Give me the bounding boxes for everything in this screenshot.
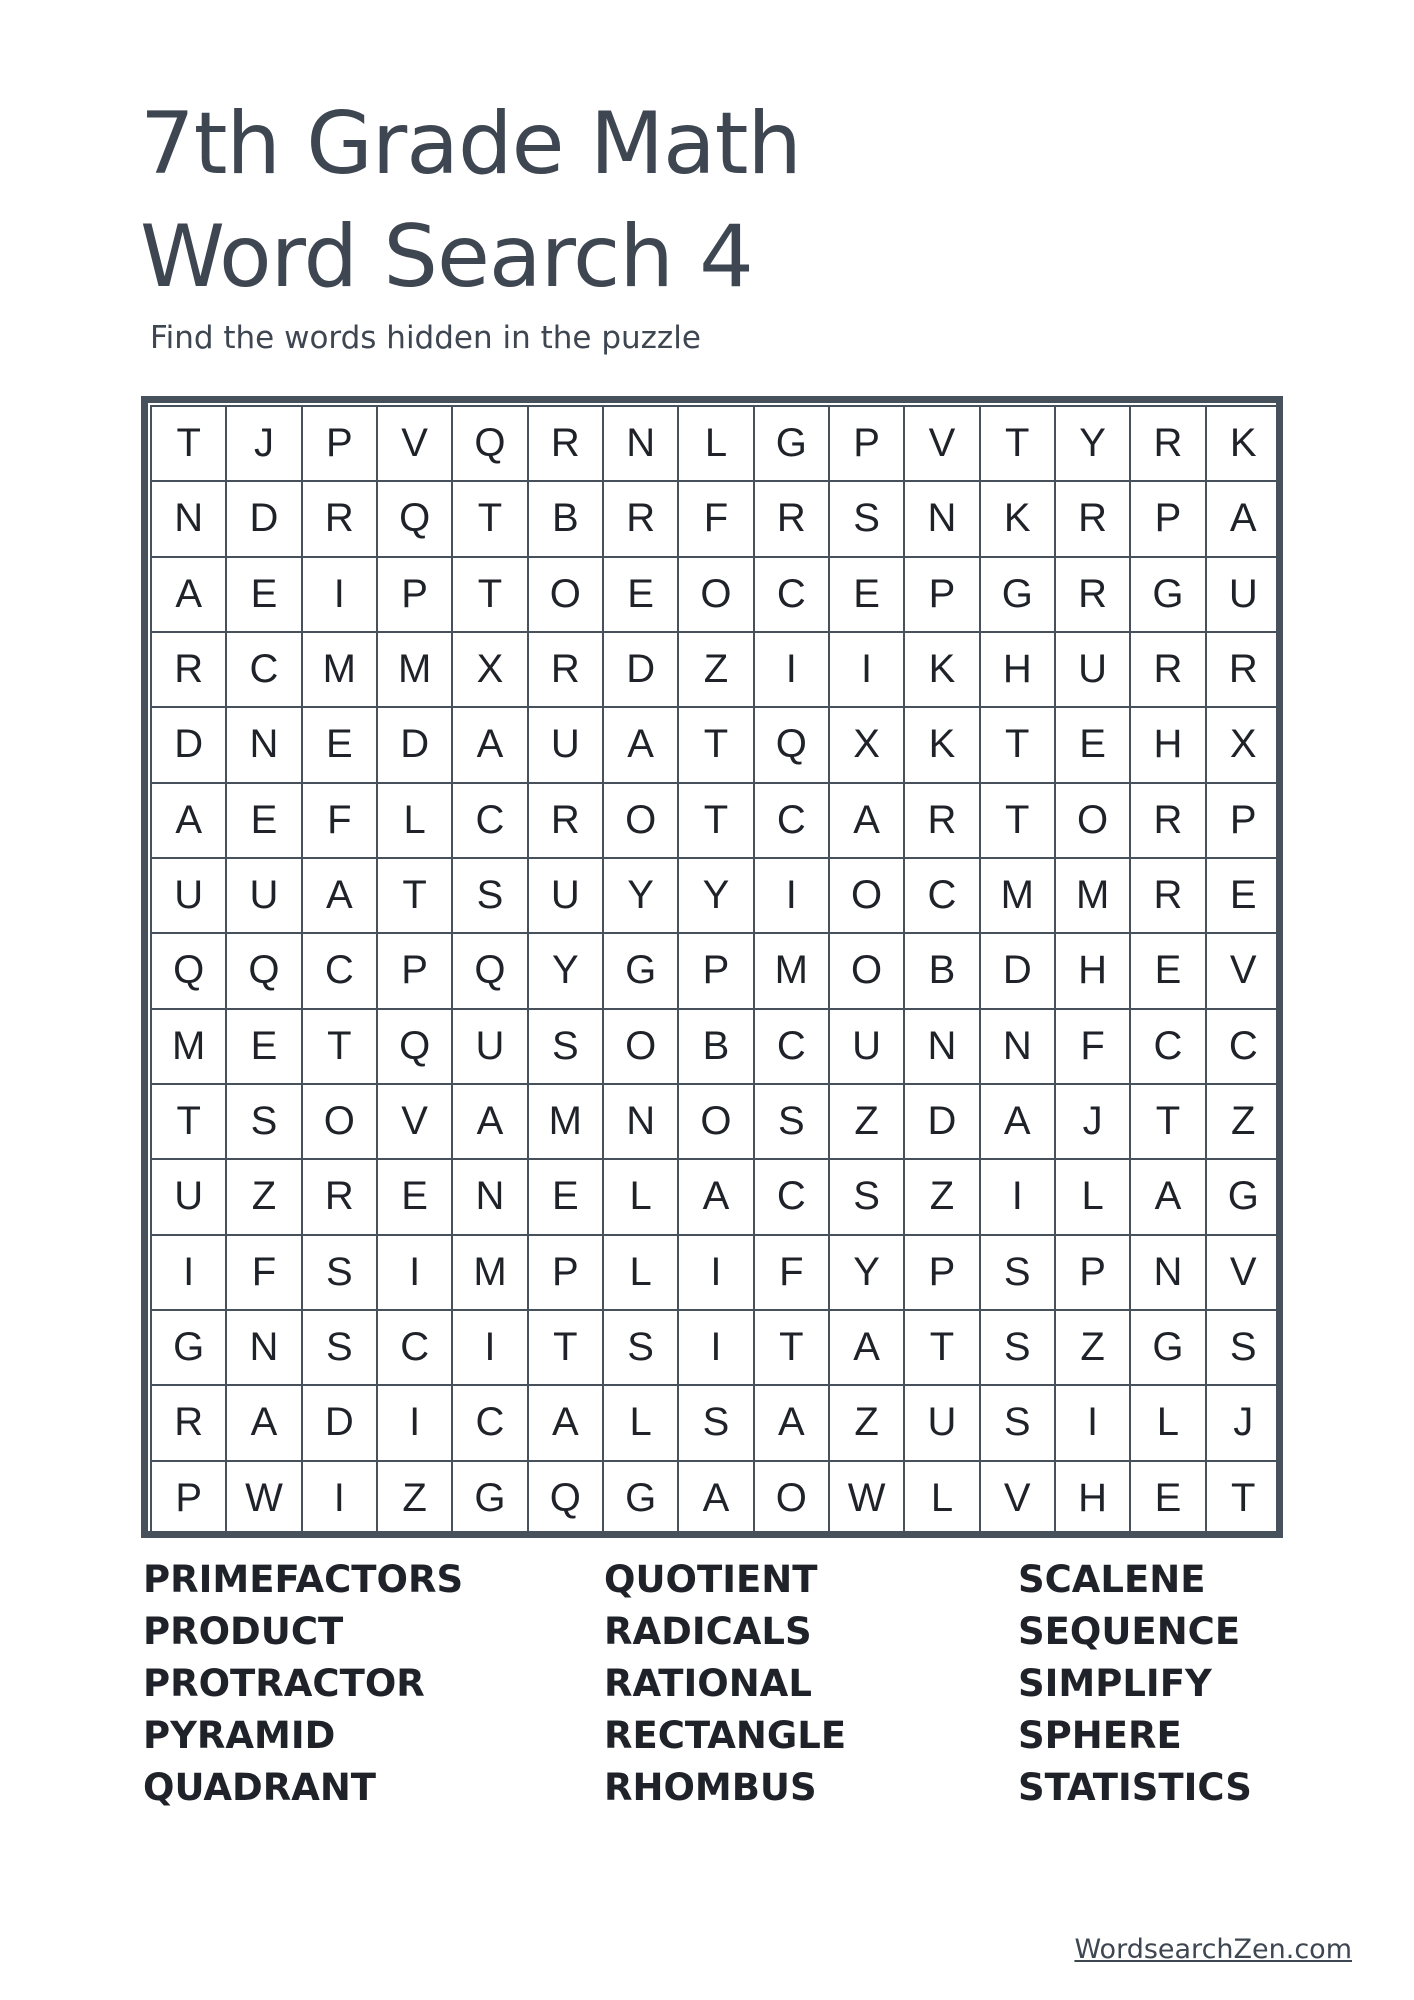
- grid-cell: D: [981, 934, 1056, 1009]
- grid-cell: T: [1131, 1085, 1206, 1160]
- grid-cell: V: [1207, 934, 1282, 1009]
- grid-cell: M: [378, 633, 453, 708]
- grid-cell: V: [905, 407, 980, 482]
- grid-cell: C: [453, 1386, 528, 1461]
- grid-cell: A: [604, 708, 679, 783]
- grid-cell: S: [830, 482, 905, 557]
- grid-cell: D: [905, 1085, 980, 1160]
- grid-cell: Z: [830, 1386, 905, 1461]
- letter-grid: [150, 405, 1282, 1537]
- grid-cell: U: [529, 859, 604, 934]
- grid-cell: L: [604, 1236, 679, 1311]
- grid-cell: O: [604, 1010, 679, 1085]
- grid-cell: C: [905, 859, 980, 934]
- grid-cell: T: [453, 558, 528, 633]
- grid-cell: U: [1207, 558, 1282, 633]
- grid-cell: M: [1056, 859, 1131, 934]
- grid-cell: A: [755, 1386, 830, 1461]
- grid-cell: L: [1056, 1160, 1131, 1235]
- grid-cell: E: [1131, 1462, 1206, 1537]
- grid-cell: V: [378, 407, 453, 482]
- grid-cell: U: [152, 859, 227, 934]
- grid-cell: A: [679, 1462, 754, 1537]
- grid-cell: I: [755, 633, 830, 708]
- grid-cell: G: [1131, 558, 1206, 633]
- word-list-item: QUADRANT: [143, 1766, 377, 1809]
- grid-cell: D: [227, 482, 302, 557]
- word-list-item: PRIMEFACTORS: [143, 1558, 464, 1601]
- grid-cell: Q: [755, 708, 830, 783]
- grid-cell: F: [755, 1236, 830, 1311]
- site-link[interactable]: WordsearchZen.com: [1074, 1934, 1352, 1965]
- title-line-2: Word Search 4: [140, 207, 753, 307]
- grid-cell: L: [1131, 1386, 1206, 1461]
- grid-cell: I: [679, 1311, 754, 1386]
- grid-cell: E: [227, 1010, 302, 1085]
- word-list-item: RHOMBUS: [604, 1766, 817, 1809]
- grid-cell: V: [378, 1085, 453, 1160]
- grid-cell: Q: [152, 934, 227, 1009]
- grid-cell: O: [830, 934, 905, 1009]
- word-column-1: [143, 1554, 463, 1814]
- grid-cell: M: [303, 633, 378, 708]
- grid-cell: I: [1056, 1386, 1131, 1461]
- grid-cell: P: [152, 1462, 227, 1537]
- grid-cell: X: [830, 708, 905, 783]
- grid-cell: T: [755, 1311, 830, 1386]
- grid-cell: S: [303, 1236, 378, 1311]
- grid-cell: E: [1131, 934, 1206, 1009]
- grid-cell: U: [830, 1010, 905, 1085]
- grid-cell: A: [453, 708, 528, 783]
- grid-cell: Z: [905, 1160, 980, 1235]
- grid-cell: V: [981, 1462, 1056, 1537]
- grid-cell: Z: [227, 1160, 302, 1235]
- grid-cell: O: [604, 784, 679, 859]
- word-list-item: PRODUCT: [143, 1610, 344, 1653]
- grid-cell: Z: [1207, 1085, 1282, 1160]
- grid-cell: S: [981, 1386, 1056, 1461]
- word-list-item: SIMPLIFY: [1018, 1662, 1212, 1705]
- grid-cell: A: [1207, 482, 1282, 557]
- grid-cell: D: [303, 1386, 378, 1461]
- grid-cell: E: [303, 708, 378, 783]
- grid-cell: K: [905, 708, 980, 783]
- grid-cell: T: [378, 859, 453, 934]
- grid-cell: Y: [604, 859, 679, 934]
- grid-cell: T: [1207, 1462, 1282, 1537]
- grid-cell: C: [755, 1160, 830, 1235]
- grid-cell: G: [981, 558, 1056, 633]
- grid-cell: P: [1131, 482, 1206, 557]
- grid-cell: A: [830, 784, 905, 859]
- grid-cell: L: [679, 407, 754, 482]
- grid-cell: M: [981, 859, 1056, 934]
- grid-cell: S: [830, 1160, 905, 1235]
- grid-cell: C: [1131, 1010, 1206, 1085]
- grid-cell: Y: [529, 934, 604, 1009]
- grid-cell: G: [152, 1311, 227, 1386]
- grid-cell: U: [152, 1160, 227, 1235]
- grid-cell: M: [755, 934, 830, 1009]
- grid-cell: Q: [227, 934, 302, 1009]
- grid-cell: P: [303, 407, 378, 482]
- grid-cell: I: [303, 1462, 378, 1537]
- grid-cell: R: [1131, 784, 1206, 859]
- grid-cell: G: [604, 1462, 679, 1537]
- grid-cell: R: [1131, 859, 1206, 934]
- grid-cell: G: [604, 934, 679, 1009]
- grid-cell: R: [152, 633, 227, 708]
- grid-cell: J: [1056, 1085, 1131, 1160]
- grid-cell: H: [1131, 708, 1206, 783]
- grid-cell: B: [905, 934, 980, 1009]
- grid-cell: L: [378, 784, 453, 859]
- grid-cell: S: [981, 1236, 1056, 1311]
- grid-cell: P: [1207, 784, 1282, 859]
- grid-cell: X: [453, 633, 528, 708]
- grid-cell: Z: [1056, 1311, 1131, 1386]
- grid-cell: B: [529, 482, 604, 557]
- grid-cell: O: [755, 1462, 830, 1537]
- grid-cell: C: [453, 784, 528, 859]
- grid-cell: E: [1207, 859, 1282, 934]
- grid-cell: K: [905, 633, 980, 708]
- grid-cell: M: [529, 1085, 604, 1160]
- grid-cell: U: [529, 708, 604, 783]
- grid-cell: S: [529, 1010, 604, 1085]
- grid-cell: S: [227, 1085, 302, 1160]
- grid-cell: A: [152, 784, 227, 859]
- word-list-item: PROTRACTOR: [143, 1662, 425, 1705]
- grid-cell: C: [378, 1311, 453, 1386]
- grid-cell: Q: [378, 1010, 453, 1085]
- grid-cell: X: [1207, 708, 1282, 783]
- grid-cell: Y: [1056, 407, 1131, 482]
- grid-cell: I: [378, 1386, 453, 1461]
- grid-cell: R: [529, 633, 604, 708]
- grid-cell: Q: [529, 1462, 604, 1537]
- grid-cell: K: [1207, 407, 1282, 482]
- grid-cell: A: [679, 1160, 754, 1235]
- grid-cell: R: [529, 407, 604, 482]
- grid-cell: R: [1056, 558, 1131, 633]
- grid-cell: L: [905, 1462, 980, 1537]
- grid-cell: D: [152, 708, 227, 783]
- grid-cell: T: [905, 1311, 980, 1386]
- grid-cell: C: [227, 633, 302, 708]
- grid-cell: Q: [453, 934, 528, 1009]
- grid-cell: Y: [830, 1236, 905, 1311]
- grid-cell: G: [755, 407, 830, 482]
- grid-cell: S: [453, 859, 528, 934]
- grid-cell: C: [303, 934, 378, 1009]
- grid-cell: S: [755, 1085, 830, 1160]
- grid-cell: S: [303, 1311, 378, 1386]
- grid-cell: P: [378, 558, 453, 633]
- grid-cell: S: [679, 1386, 754, 1461]
- word-list-item: RECTANGLE: [604, 1714, 847, 1757]
- grid-cell: T: [529, 1311, 604, 1386]
- grid-cell: U: [1056, 633, 1131, 708]
- grid-cell: R: [1131, 407, 1206, 482]
- grid-cell: I: [981, 1160, 1056, 1235]
- grid-cell: C: [755, 1010, 830, 1085]
- grid-cell: U: [905, 1386, 980, 1461]
- word-list-item: SPHERE: [1018, 1714, 1182, 1757]
- grid-cell: G: [453, 1462, 528, 1537]
- grid-cell: T: [303, 1010, 378, 1085]
- grid-cell: Q: [378, 482, 453, 557]
- grid-cell: R: [1056, 482, 1131, 557]
- grid-cell: T: [981, 708, 1056, 783]
- grid-cell: W: [830, 1462, 905, 1537]
- grid-cell: O: [303, 1085, 378, 1160]
- grid-cell: I: [303, 558, 378, 633]
- word-list-item: PYRAMID: [143, 1714, 336, 1757]
- grid-cell: G: [1131, 1311, 1206, 1386]
- grid-cell: N: [453, 1160, 528, 1235]
- grid-cell: J: [1207, 1386, 1282, 1461]
- grid-cell: Z: [830, 1085, 905, 1160]
- grid-cell: F: [1056, 1010, 1131, 1085]
- grid-cell: R: [1207, 633, 1282, 708]
- grid-cell: T: [453, 482, 528, 557]
- grid-cell: L: [604, 1160, 679, 1235]
- word-list-item: SCALENE: [1018, 1558, 1206, 1601]
- grid-cell: K: [981, 482, 1056, 557]
- grid-cell: H: [1056, 934, 1131, 1009]
- grid-cell: A: [830, 1311, 905, 1386]
- grid-cell: I: [378, 1236, 453, 1311]
- grid-cell: R: [303, 1160, 378, 1235]
- grid-cell: C: [755, 784, 830, 859]
- grid-cell: E: [378, 1160, 453, 1235]
- grid-cell: C: [755, 558, 830, 633]
- grid-cell: T: [152, 1085, 227, 1160]
- grid-cell: B: [679, 1010, 754, 1085]
- grid-cell: A: [303, 859, 378, 934]
- grid-cell: A: [227, 1386, 302, 1461]
- title-line-1: 7th Grade Math: [140, 94, 801, 194]
- grid-cell: O: [679, 1085, 754, 1160]
- grid-cell: R: [905, 784, 980, 859]
- grid-cell: T: [981, 407, 1056, 482]
- word-list-item: SEQUENCE: [1018, 1610, 1241, 1653]
- grid-cell: Q: [453, 407, 528, 482]
- grid-cell: O: [830, 859, 905, 934]
- grid-cell: R: [1131, 633, 1206, 708]
- grid-cell: N: [905, 482, 980, 557]
- grid-cell: P: [529, 1236, 604, 1311]
- grid-cell: F: [227, 1236, 302, 1311]
- grid-cell: I: [453, 1311, 528, 1386]
- grid-cell: E: [529, 1160, 604, 1235]
- grid-cell: I: [755, 859, 830, 934]
- grid-cell: N: [1131, 1236, 1206, 1311]
- page-title: [140, 88, 801, 314]
- grid-cell: O: [679, 558, 754, 633]
- grid-cell: U: [227, 859, 302, 934]
- grid-cell: S: [981, 1311, 1056, 1386]
- grid-cell: P: [378, 934, 453, 1009]
- grid-cell: H: [1056, 1462, 1131, 1537]
- grid-cell: T: [679, 708, 754, 783]
- word-list-item: QUOTIENT: [604, 1558, 818, 1601]
- grid-cell: R: [152, 1386, 227, 1461]
- grid-cell: A: [152, 558, 227, 633]
- grid-cell: M: [152, 1010, 227, 1085]
- grid-cell: E: [604, 558, 679, 633]
- word-list-item: STATISTICS: [1018, 1766, 1252, 1809]
- grid-cell: N: [152, 482, 227, 557]
- word-list-item: RATIONAL: [604, 1662, 812, 1705]
- grid-cell: S: [604, 1311, 679, 1386]
- grid-cell: P: [905, 1236, 980, 1311]
- grid-cell: M: [453, 1236, 528, 1311]
- instructions: Find the words hidden in the puzzle: [150, 320, 701, 356]
- grid-cell: T: [981, 784, 1056, 859]
- grid-cell: I: [152, 1236, 227, 1311]
- grid-cell: Y: [679, 859, 754, 934]
- grid-cell: A: [981, 1085, 1056, 1160]
- grid-cell: F: [679, 482, 754, 557]
- grid-cell: J: [227, 407, 302, 482]
- grid-cell: P: [1056, 1236, 1131, 1311]
- grid-cell: P: [679, 934, 754, 1009]
- grid-cell: A: [529, 1386, 604, 1461]
- grid-cell: N: [905, 1010, 980, 1085]
- grid-cell: E: [1056, 708, 1131, 783]
- grid-cell: O: [1056, 784, 1131, 859]
- grid-cell: G: [1207, 1160, 1282, 1235]
- grid-cell: E: [227, 558, 302, 633]
- grid-cell: N: [981, 1010, 1056, 1085]
- grid-cell: R: [529, 784, 604, 859]
- grid-cell: A: [1131, 1160, 1206, 1235]
- grid-cell: P: [830, 407, 905, 482]
- word-column-3: [1018, 1554, 1252, 1814]
- grid-cell: F: [303, 784, 378, 859]
- grid-cell: O: [529, 558, 604, 633]
- grid-cell: E: [830, 558, 905, 633]
- grid-cell: C: [1207, 1010, 1282, 1085]
- grid-cell: T: [679, 784, 754, 859]
- grid-cell: E: [227, 784, 302, 859]
- grid-cell: W: [227, 1462, 302, 1537]
- grid-cell: N: [604, 1085, 679, 1160]
- word-list-item: RADICALS: [604, 1610, 812, 1653]
- grid-cell: T: [152, 407, 227, 482]
- grid-cell: N: [227, 1311, 302, 1386]
- grid-cell: R: [303, 482, 378, 557]
- grid-cell: P: [905, 558, 980, 633]
- grid-cell: N: [227, 708, 302, 783]
- grid-cell: U: [453, 1010, 528, 1085]
- grid-cell: Z: [679, 633, 754, 708]
- grid-cell: R: [604, 482, 679, 557]
- grid-cell: D: [604, 633, 679, 708]
- puzzle-frame: [141, 396, 1283, 1538]
- grid-cell: I: [679, 1236, 754, 1311]
- grid-cell: N: [604, 407, 679, 482]
- grid-cell: D: [378, 708, 453, 783]
- grid-cell: A: [453, 1085, 528, 1160]
- grid-cell: I: [830, 633, 905, 708]
- grid-cell: Z: [378, 1462, 453, 1537]
- grid-cell: S: [1207, 1311, 1282, 1386]
- grid-cell: R: [755, 482, 830, 557]
- grid-cell: H: [981, 633, 1056, 708]
- grid-cell: L: [604, 1386, 679, 1461]
- word-column-2: [604, 1554, 846, 1814]
- grid-cell: V: [1207, 1236, 1282, 1311]
